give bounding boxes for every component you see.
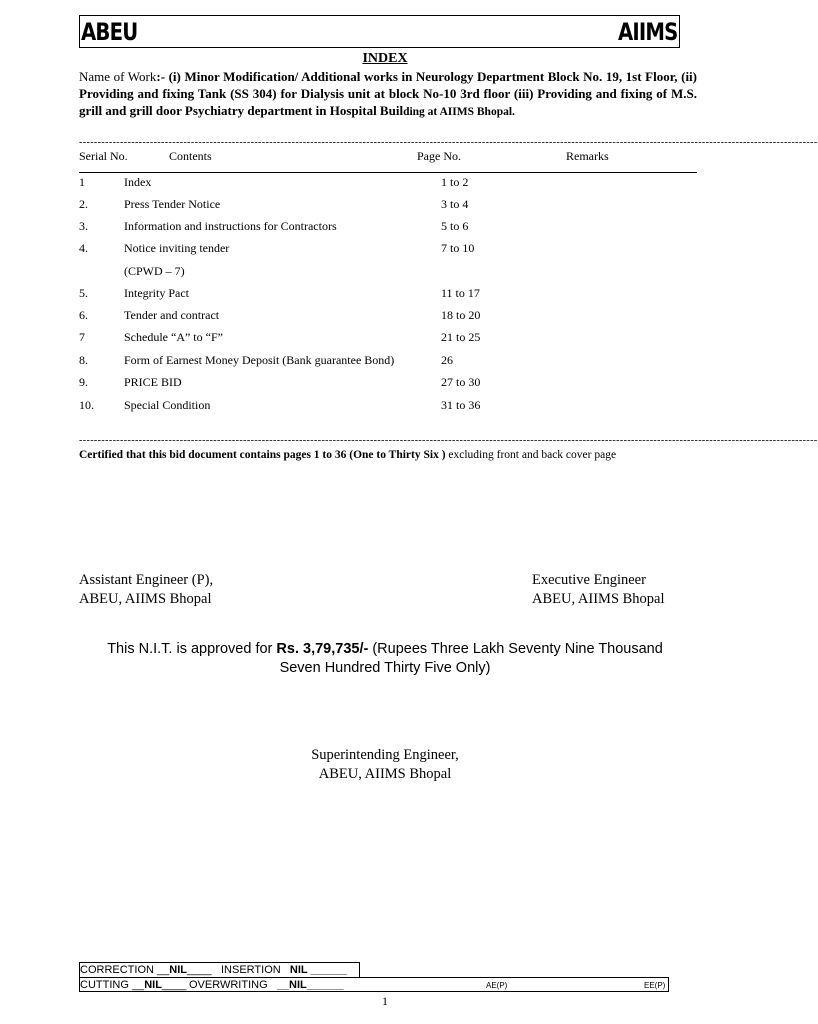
row-contents: Schedule “A” to “F” xyxy=(124,330,223,344)
row-page: 27 to 30 xyxy=(441,375,481,389)
certification-normal: excluding front and back cover page xyxy=(445,449,617,461)
signature-assistant-engineer xyxy=(79,571,213,609)
ae-org: ABEU, AIIMS Bhopal xyxy=(79,591,212,607)
row-page: 1 to 2 xyxy=(441,175,469,189)
work-label: Name of Work xyxy=(79,69,157,84)
header-contents: Contents xyxy=(169,149,212,163)
row-contents: Index xyxy=(124,175,152,189)
row-serial: 9. xyxy=(79,375,88,389)
row-contents: Special Condition xyxy=(124,398,211,412)
row-contents: PRICE BID xyxy=(124,375,182,389)
row-contents: Information and instructions for Contractors xyxy=(124,219,337,233)
cutting-tail: ____ xyxy=(161,979,187,991)
row-contents: Form of Earnest Money Deposit (Bank guarantee Bond) xyxy=(124,353,395,367)
ae-initials: AE(P) xyxy=(486,981,508,990)
approval-amount: Rs. 3,79,735/- xyxy=(276,641,369,657)
row-contents: Tender and contract xyxy=(124,308,220,322)
row-page: 18 to 20 xyxy=(441,308,481,322)
insertion-line xyxy=(221,963,347,977)
header-rule xyxy=(79,172,697,173)
signature-superintending-engineer xyxy=(0,746,770,784)
header-box xyxy=(79,15,680,48)
table-row xyxy=(0,240,770,262)
index-title: INDEX xyxy=(362,51,408,66)
row-contents: (CPWD – 7) xyxy=(124,264,185,278)
row-serial: 3. xyxy=(79,219,88,233)
correction-tail: ____ xyxy=(186,964,212,976)
table-row xyxy=(0,329,770,351)
row-serial: 7 xyxy=(79,330,85,344)
separator-top: ------------------------------------------------------------------------------------------------------------------------------------------------------------------------------------------------------ xyxy=(79,137,818,148)
se-org: ABEU, AIIMS Bhopal xyxy=(318,766,452,782)
row-serial: 1 xyxy=(79,175,85,189)
row-page: 3 to 4 xyxy=(441,197,469,211)
table-row xyxy=(0,374,770,396)
table-row xyxy=(0,307,770,329)
approval-statement xyxy=(0,640,770,678)
table-row xyxy=(0,352,770,374)
ee-initials: EE(P) xyxy=(644,981,666,990)
table-row xyxy=(0,218,770,240)
row-contents: Integrity Pact xyxy=(124,286,189,300)
correction-value: NIL xyxy=(169,964,187,976)
ee-title: Executive Engineer xyxy=(532,572,646,588)
certification-note xyxy=(79,449,616,461)
row-page: 21 to 25 xyxy=(441,330,481,344)
approval-words-1: (Rupees Three Lakh Seventy Nine Thousand xyxy=(368,641,663,657)
row-page: 5 to 6 xyxy=(441,219,469,233)
table-row xyxy=(0,285,770,307)
work-tail: ding at AIIMS Bhopal. xyxy=(403,106,515,118)
cutting-label: CUTTING __ xyxy=(80,979,145,991)
row-serial: 6. xyxy=(79,308,88,322)
row-serial: 4. xyxy=(79,241,88,255)
certification-bold: Certified that this bid document contains pages 1 to 36 (One to Thirty Six ) xyxy=(79,449,446,461)
correction-line xyxy=(80,963,211,977)
cutting-value: NIL xyxy=(144,979,162,991)
overwriting-label: OVERWRITING xyxy=(189,979,268,991)
row-serial: 2. xyxy=(79,197,88,211)
cutting-line xyxy=(80,978,186,992)
row-contents: Press Tender Notice xyxy=(124,197,221,211)
table-row xyxy=(0,174,770,196)
header-remarks: Remarks xyxy=(566,149,609,163)
row-serial: 10. xyxy=(79,398,94,412)
row-page: 31 to 36 xyxy=(441,398,481,412)
row-page: 26 xyxy=(441,353,453,367)
se-title: Superintending Engineer, xyxy=(311,747,459,763)
overwriting-value: __NIL______ xyxy=(276,979,344,991)
correction-label: CORRECTION __ xyxy=(80,964,170,976)
insertion-label: INSERTION xyxy=(221,964,281,976)
header-page: Page No. xyxy=(417,149,461,163)
row-contents: Notice inviting tender xyxy=(124,241,230,255)
ae-title: Assistant Engineer (P), xyxy=(79,572,214,588)
header-abeu: ABEU xyxy=(81,18,138,46)
header-aiims: AIIMS xyxy=(618,18,678,46)
row-serial: 5. xyxy=(79,286,88,300)
table-row xyxy=(0,196,770,218)
name-of-work xyxy=(79,68,697,121)
header-serial: Serial No. xyxy=(79,149,128,163)
row-page: 7 to 10 xyxy=(441,241,475,255)
signature-executive-engineer xyxy=(532,571,665,609)
row-page: 11 to 17 xyxy=(441,286,480,300)
ee-org: ABEU, AIIMS Bhopal xyxy=(532,591,665,607)
separator-bottom: ------------------------------------------------------------------------------------------------------------------------------------------------------------------------------------------------------ xyxy=(79,435,818,446)
row-serial: 8. xyxy=(79,353,88,367)
insertion-value: NIL ______ xyxy=(289,964,348,976)
table-row xyxy=(0,263,770,285)
work-text: :- (i) Minor Modification/ Additional works in Neurology Department Block No. 19, 1st Floor, (ii) Providing and fixing Tank (SS 304) for Dialysis unit at block No-10 3rd floor (iii) Providing and fixing of M.S. grill and grill door Psychiatry department in Hospital Buil xyxy=(79,69,697,118)
table-row xyxy=(0,397,770,419)
overwriting-line xyxy=(189,978,343,992)
approval-prefix: This N.I.T. is approved for xyxy=(107,641,277,657)
approval-words-2: Seven Hundred Thirty Five Only) xyxy=(279,660,491,676)
page-number: 1 xyxy=(382,994,388,1008)
